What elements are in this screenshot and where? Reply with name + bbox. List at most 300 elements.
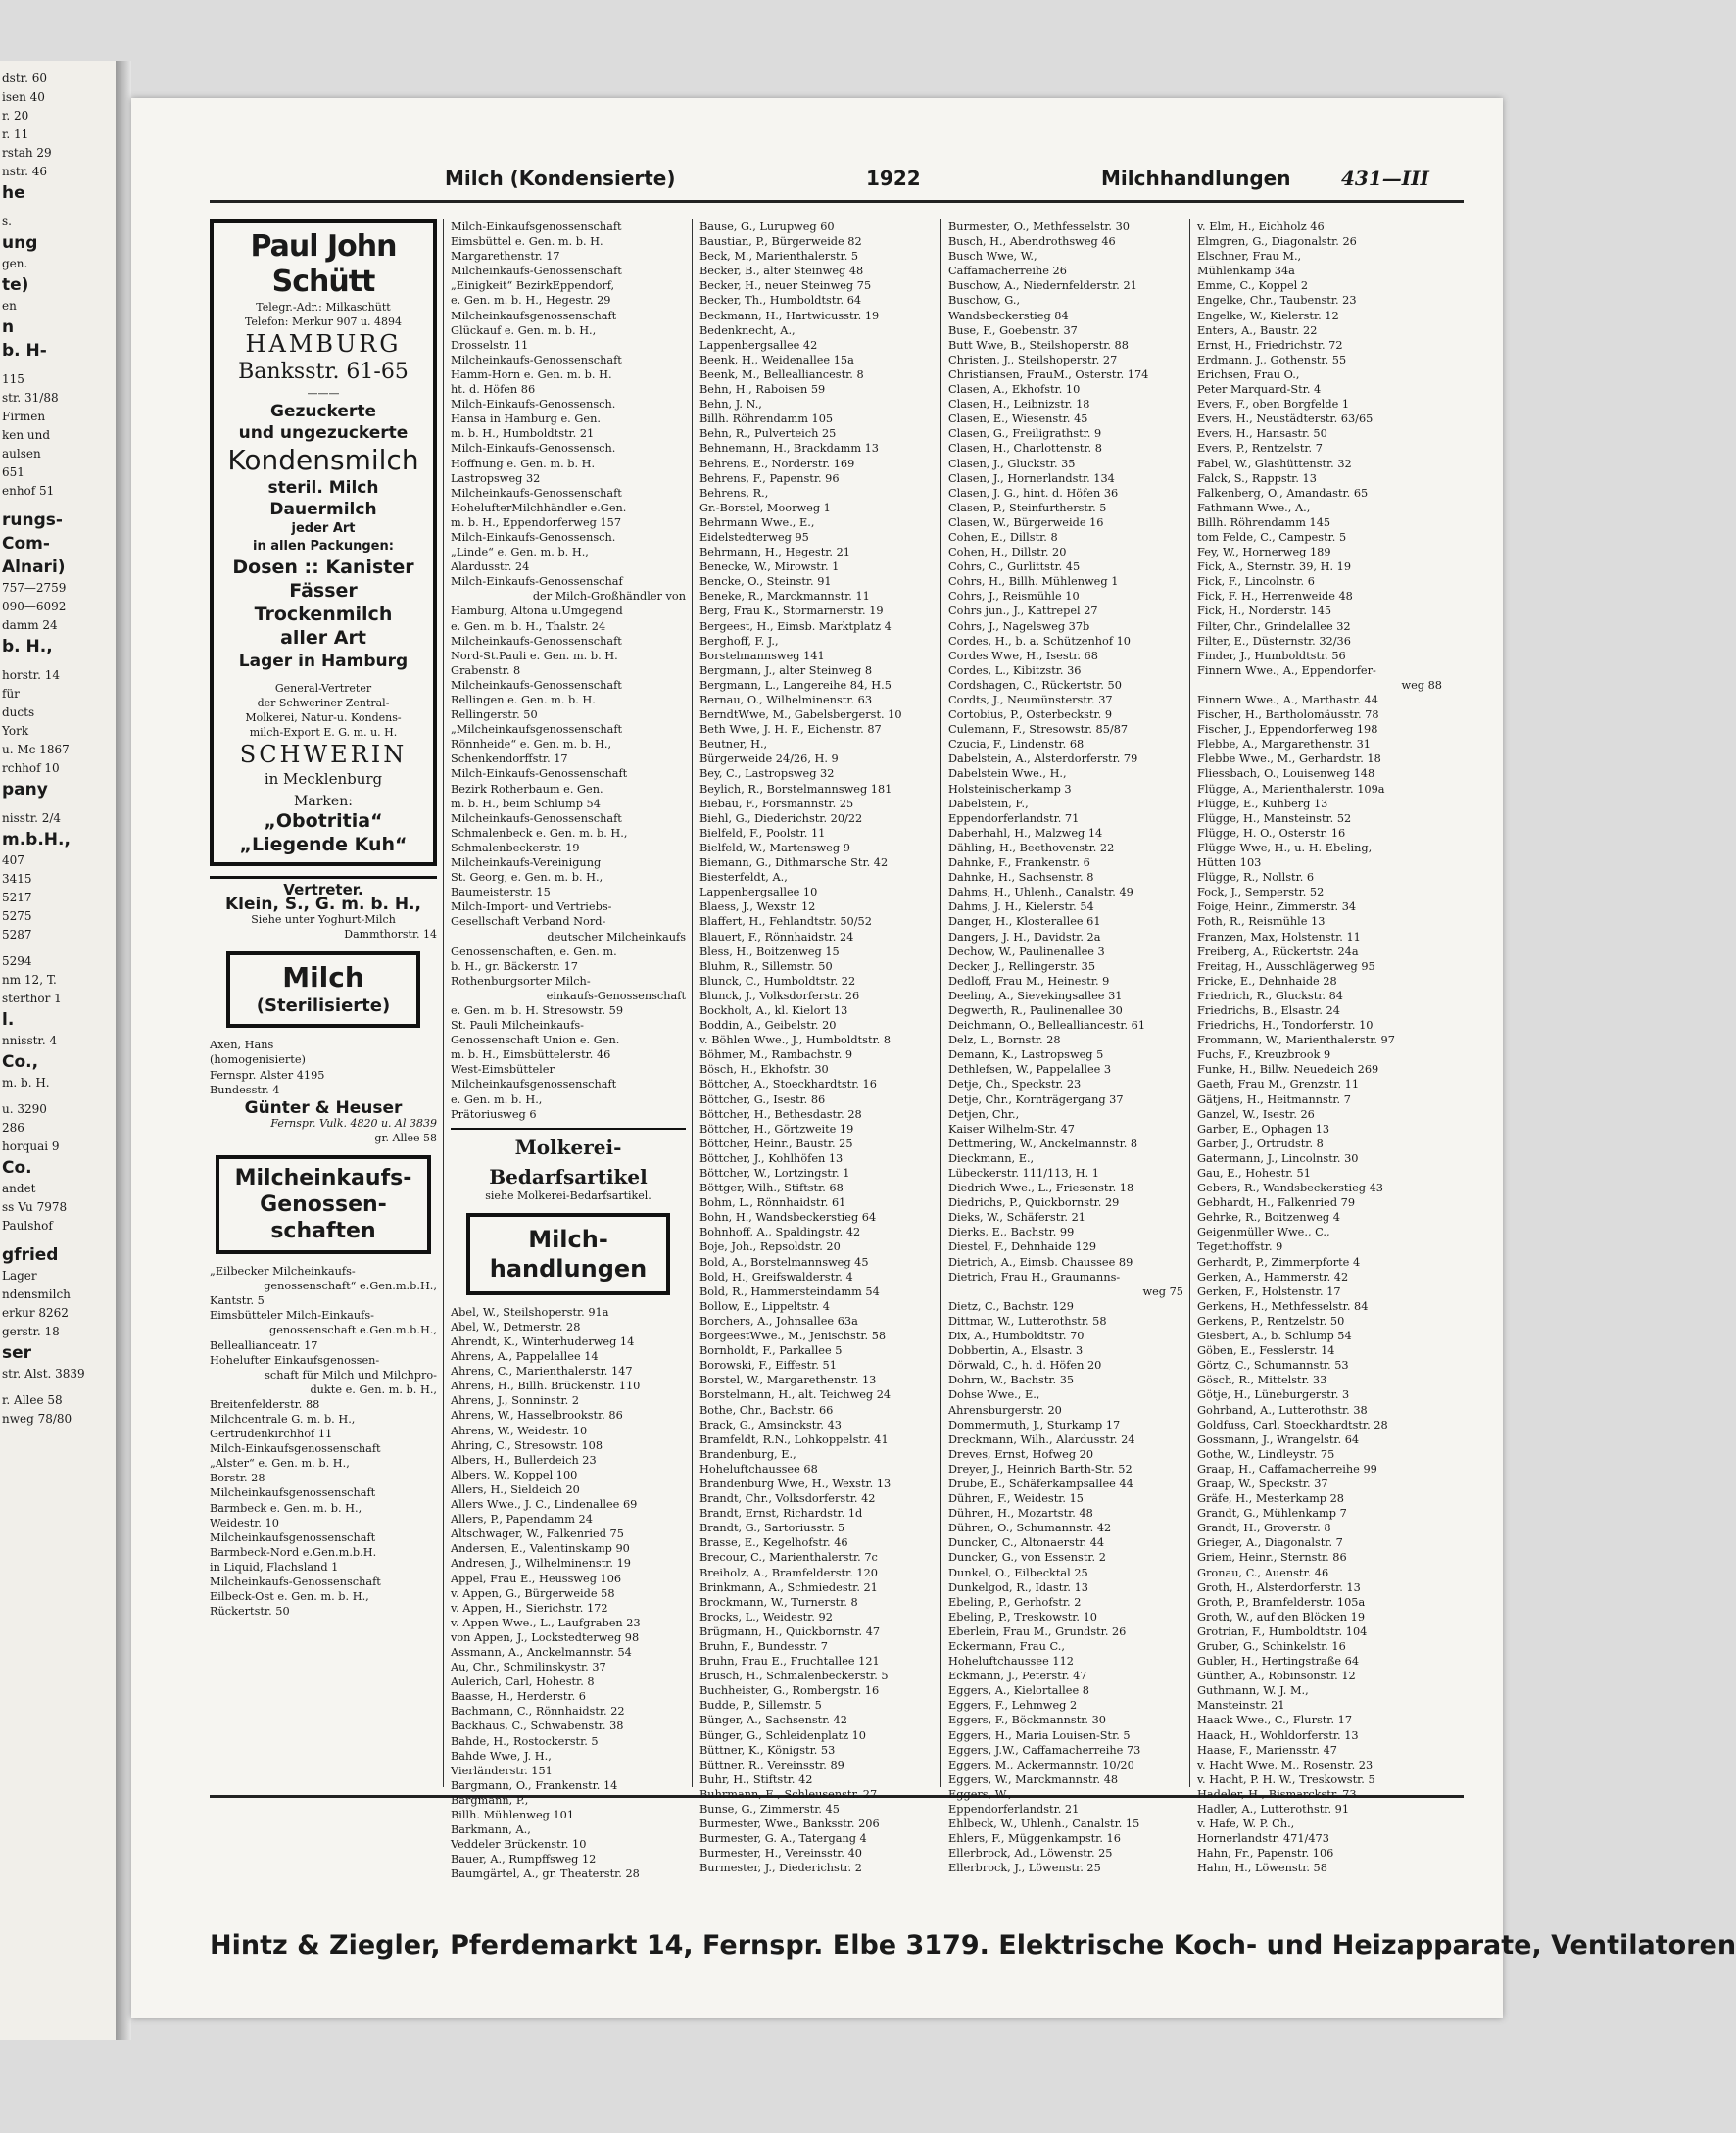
directory-entry: Dietz, C., Bachstr. 129	[948, 1299, 1074, 1313]
directory-entry: Eggers, F., Böckmannstr. 30	[948, 1714, 1106, 1727]
directory-entry: Fernspr. Alster 4195	[210, 1068, 325, 1082]
directory-entry: Fuchs, F., Kreuzbrook 9	[1197, 1048, 1331, 1062]
ad-line: in allen Packungen:	[253, 539, 394, 554]
directory-entry: Gatermann, J., Lincolnstr. 30	[1197, 1151, 1359, 1165]
directory-entry: Bauer, A., Rumpffsweg 12	[451, 1853, 597, 1866]
left-page-line: 3415	[2, 872, 32, 886]
directory-entry: Allers Wwe., J. C., Lindenallee 69	[451, 1498, 638, 1512]
directory-entry: Grandt, H., Groverstr. 8	[1197, 1522, 1331, 1535]
directory-entry: Schmalenbeckerstr. 19	[451, 841, 580, 854]
directory-entry: Dettmering, W., Anckelmannstr. 8	[948, 1137, 1138, 1150]
directory-entry: Bösch, H., Ekhofstr. 30	[699, 1063, 829, 1077]
directory-entry: Hamburg, Altona u.Umgegend	[451, 605, 623, 618]
directory-entry: Milch-Einkaufs-Genossensch.	[451, 442, 616, 456]
directory-entry: Burmester, H., Vereinsstr. 40	[699, 1847, 862, 1861]
left-page-line: en	[2, 299, 17, 313]
directory-entry: Beth Wwe, J. H. F., Eichenstr. 87	[699, 723, 882, 737]
directory-entry: Becker, Th., Humboldtstr. 64	[699, 294, 862, 308]
directory-entry: Beenk, H., Weidenallee 15a	[699, 353, 854, 366]
column-2	[451, 219, 686, 1881]
heading-milcheinkaufs-genossenschaften	[216, 1155, 431, 1254]
directory-entry: Fischer, H., Bartholomäusstr. 78	[1197, 708, 1379, 722]
left-page-line: s.	[2, 215, 12, 228]
directory-entry: Clasen, G., Freiligrathstr. 9	[948, 427, 1102, 441]
directory-entry: Biehl, G., Diederichstr. 20/22	[699, 811, 863, 825]
directory-entry: Ellerbrock, J., Löwenstr. 25	[948, 1862, 1101, 1875]
directory-entry: Engelke, W., Kielerstr. 12	[1197, 309, 1339, 322]
directory-entry: Prätoriusweg 6	[451, 1107, 537, 1121]
ad-line: Fässer	[289, 580, 358, 602]
directory-entry: Milcheinkaufsgenossenschaft	[451, 309, 617, 322]
directory-entry: Milch-Einkaufsgenossenschaft	[210, 1442, 381, 1456]
directory-entry: Fick, A., Sternstr. 39, H. 19	[1197, 560, 1352, 574]
directory-entry: Breiholz, A., Bramfelderstr. 120	[699, 1566, 878, 1579]
directory-entry: Ahrens, J., Sonninstr. 2	[451, 1394, 580, 1408]
directory-entry: Behrmann, H., Hegestr. 21	[699, 546, 850, 559]
directory-entry: Brinkmann, A., Schmiedestr. 21	[699, 1580, 878, 1594]
left-page-line: Firmen	[2, 410, 46, 423]
directory-entry: Allers, H., Sieldeich 20	[451, 1482, 580, 1496]
directory-entry: Drube, E., Schäferkampsallee 44	[948, 1477, 1133, 1490]
directory-entry: Billh. Mühlenweg 101	[451, 1809, 575, 1821]
directory-entry: Brandt, G., Sartoriusstr. 5	[699, 1522, 845, 1535]
directory-entry: Vierländerstr. 151	[451, 1764, 553, 1777]
directory-entry: Bause, G., Lurupweg 60	[699, 220, 835, 233]
directory-entry: weg 75	[1142, 1285, 1183, 1298]
directory-entry: Grieger, A., Diagonalstr. 7	[1197, 1536, 1343, 1550]
directory-entry: v. Hafe, W. P. Ch.,	[1197, 1818, 1295, 1831]
directory-entry: Eggers, F., Lehmweg 2	[948, 1699, 1078, 1713]
directory-entry: Bruhn, F., Bundesstr. 7	[699, 1640, 828, 1653]
directory-entry: Dahnke, H., Sachsenstr. 8	[948, 871, 1094, 885]
directory-entry: Buse, F., Goebenstr. 37	[948, 323, 1078, 337]
left-page-line: nstr. 46	[2, 165, 48, 178]
left-page-line: pany	[2, 780, 48, 800]
directory-entry: Finnern Wwe., A., Marthastr. 44	[1197, 694, 1378, 706]
directory-entry: Flügge, E., Kuhberg 13	[1197, 797, 1328, 810]
directory-entry: Behrens, R.,	[699, 486, 769, 500]
directory-entry: Berg, Frau K., Stormarnerstr. 19	[699, 605, 884, 618]
left-page-line: 286	[2, 1121, 24, 1135]
directory-entry: Veddeler Brückenstr. 10	[451, 1838, 587, 1852]
directory-entry: Czucia, F., Lindenstr. 68	[948, 738, 1085, 751]
left-page-line: nnisstr. 4	[2, 1034, 58, 1047]
left-page-line: b. H-	[2, 341, 47, 361]
directory-entry: Hadeler, H., Bismarckstr. 73	[1197, 1787, 1357, 1801]
directory-entry: Hansa in Hamburg e. Gen.	[451, 412, 601, 426]
directory-entry: m. b. H., Humboldtstr. 21	[451, 427, 595, 441]
ad-city: HAMBURG	[245, 330, 402, 358]
directory-entry: Christen, J., Steilshoperstr. 27	[948, 353, 1118, 366]
directory-entry: Funke, H., Billw. Neuedeich 269	[1197, 1063, 1379, 1077]
directory-entry: Blaess, J., Wexstr. 12	[699, 900, 816, 914]
directory-entry: Duncker, C., Altonaerstr. 44	[948, 1536, 1105, 1550]
directory-entry: Eckermann, Frau C.,	[948, 1640, 1065, 1653]
directory-entry: Biebau, F., Forsmannstr. 25	[699, 797, 854, 810]
directory-entry: Barkmann, A.,	[451, 1823, 531, 1837]
directory-entry: Ahrensburgerstr. 20	[948, 1403, 1062, 1417]
directory-entry: Decker, J., Rellingerstr. 35	[948, 959, 1096, 973]
directory-entry: Kaiser Wilhelm-Str. 47	[948, 1122, 1075, 1136]
left-page-line: 757—2759	[2, 581, 67, 595]
left-page-line: ung	[2, 233, 38, 253]
directory-entry: Frommann, W., Marienthalerstr. 97	[1197, 1034, 1395, 1047]
directory-entry: Evers, P., Rentzelstr. 7	[1197, 442, 1323, 456]
directory-entry: Becker, H., neuer Steinweg 75	[699, 279, 872, 293]
directory-entry: Grotrian, F., Humboldtstr. 104	[1197, 1624, 1368, 1638]
left-page-line: Co.	[2, 1158, 32, 1178]
directory-entry: Fabel, W., Glashüttenstr. 32	[1197, 457, 1352, 470]
directory-entry: Gossmann, J., Wrangelstr. 64	[1197, 1432, 1360, 1446]
directory-entry: Aulerich, Carl, Hohestr. 8	[451, 1675, 595, 1689]
directory-entry: St. Pauli Milcheinkaufs-	[451, 1019, 585, 1033]
directory-entry: Brandt, Chr., Volksdorferstr. 42	[699, 1492, 876, 1506]
directory-entry: Bothe, Chr., Bachstr. 66	[699, 1403, 834, 1417]
left-page-line: damm 24	[2, 618, 58, 632]
left-page-line: horstr. 14	[2, 668, 60, 682]
directory-entry: e. Gen. m. b. H., Hegestr. 29	[451, 294, 611, 308]
ad-line: Dauermilch	[269, 500, 377, 519]
directory-entry: Milcheinkaufs-Genossenschaft	[210, 1576, 381, 1588]
directory-entry: Gösch, R., Mittelstr. 33	[1197, 1374, 1327, 1387]
directory-entry: Foth, R., Reismühle 13	[1197, 915, 1326, 929]
ad-line: aller Art	[280, 627, 366, 649]
directory-entry: Flebbe, A., Margarethenstr. 31	[1197, 738, 1371, 751]
ad-paul-john-schuett	[210, 219, 437, 866]
ad-line: der Schweriner Zentral-	[257, 697, 390, 709]
directory-entry: Burmester, G. A., Tatergang 4	[699, 1832, 867, 1846]
directory-entry: Lübeckerstr. 111/113, H. 1	[948, 1167, 1099, 1180]
directory-entry: Gothe, W., Lindleystr. 75	[1197, 1447, 1335, 1461]
directory-entry: Fricke, E., Dehnhaide 28	[1197, 974, 1337, 988]
directory-entry: „Alster“ e. Gen. m. b. H.,	[210, 1457, 350, 1471]
directory-entry: Albers, W., Koppel 100	[451, 1468, 578, 1481]
ad-city-2: SCHWERIN	[239, 741, 408, 768]
directory-entry: Milcheinkaufs-Genossenschaft	[451, 811, 622, 825]
directory-entry: Groth, H., Alsterdorferstr. 13	[1197, 1580, 1361, 1594]
directory-entry: Hamm-Horn e. Gen. m. b. H.	[451, 367, 612, 381]
directory-entry: Baumeisterstr. 15	[451, 886, 551, 899]
directory-entry: Finnern Wwe., A., Eppendorfer-	[1197, 663, 1376, 677]
directory-entry: Budde, P., Sillemstr. 5	[699, 1699, 822, 1713]
directory-entry: Göben, E., Fesslerstr. 14	[1197, 1344, 1335, 1358]
directory-entry: Bluhm, R., Sillemstr. 50	[699, 959, 833, 973]
directory-entry: Böttcher, G., Isestr. 86	[699, 1092, 826, 1106]
left-page-line: ss Vu 7978	[2, 1200, 68, 1214]
left-page-line: horquai 9	[2, 1139, 60, 1153]
directory-entry: v. Elm, H., Eichholz 46	[1197, 220, 1325, 233]
directory-entry: Dohse Wwe., E.,	[948, 1388, 1040, 1402]
directory-entry: Milcheinkaufsgenossenschaft	[210, 1530, 376, 1544]
directory-entry: Blaffert, H., Fehlandtstr. 50/52	[699, 915, 872, 929]
directory-entry: v. Appen, H., Sierichstr. 172	[451, 1601, 608, 1615]
directory-entry: Ebeling, P., Treskowstr. 10	[948, 1610, 1097, 1624]
directory-entry: Abel, W., Steilshoperstr. 91a	[451, 1305, 609, 1319]
directory-entry: Enters, A., Baustr. 22	[1197, 323, 1318, 337]
directory-entry: Eggers, A., Kielortallee 8	[948, 1684, 1089, 1698]
left-page-line: York	[2, 724, 29, 738]
directory-entry: Bünger, A., Sachsenstr. 42	[699, 1714, 847, 1727]
directory-entry: Hohelufter Einkaufsgenossen-	[210, 1353, 380, 1367]
directory-entry: Borstelmannsweg 141	[699, 649, 825, 662]
directory-entry: Dobbertin, A., Elsastr. 3	[948, 1344, 1084, 1358]
left-page-line: r. 20	[2, 109, 29, 122]
directory-entry: Fick, H., Norderstr. 145	[1197, 605, 1332, 618]
directory-entry: Rothenburgsorter Milch-	[451, 974, 591, 988]
directory-entry: genossenschaft e.Gen.m.b.H.,	[268, 1324, 437, 1337]
directory-entry: Groth, P., Bramfelderstr. 105a	[1197, 1595, 1366, 1609]
directory-entry: Biemann, G., Dithmarsche Str. 42	[699, 856, 889, 870]
vertreter-title: Vertreter.	[283, 881, 363, 898]
left-page-line: he	[2, 183, 25, 203]
directory-entry: Ellerbrock, Ad., Löwenstr. 25	[948, 1847, 1113, 1861]
directory-entry: Bahde, H., Rostockerstr. 5	[451, 1734, 599, 1748]
left-page-line: u. 3290	[2, 1102, 47, 1116]
directory-entry: Gohrband, A., Lutterothstr. 38	[1197, 1403, 1368, 1417]
directory-entry: v. Böhlen Wwe., J., Humboldtstr. 8	[699, 1034, 892, 1047]
directory-entry: Bollow, E., Lippeltstr. 4	[699, 1299, 830, 1313]
directory-entry: Andresen, J., Wilhelminenstr. 19	[451, 1557, 631, 1571]
left-page-line: Com-	[2, 534, 50, 554]
directory-entry: Ahring, C., Stresowstr. 108	[451, 1438, 603, 1452]
column-5	[1197, 219, 1442, 1875]
directory-entry: Graap, H., Caffamacherreihe 99	[1197, 1462, 1377, 1476]
directory-entry: Genossenschaften, e. Gen. m.	[451, 945, 617, 958]
directory-entry: m. b. H., beim Schlump 54	[451, 797, 601, 810]
left-page-line: nm 12, T.	[2, 973, 57, 987]
directory-entry: Gebhardt, H., Falkenried 79	[1197, 1196, 1356, 1210]
directory-entry: Diedrichs, P., Quickbornstr. 29	[948, 1196, 1120, 1210]
directory-entry: Margarethenstr. 17	[451, 250, 560, 264]
ad-line: Trockenmilch	[254, 604, 393, 625]
ad-marken-label: Marken:	[294, 794, 353, 809]
directory-entry: ht. d. Höfen 86	[451, 383, 536, 397]
directory-entry: Beckmann, H., Hartwicusstr. 19	[699, 309, 880, 322]
header-section-right: Milchhandlungen	[1101, 167, 1291, 190]
ad-telegram: Telegr.-Adr.: Milkaschütt	[256, 301, 391, 314]
directory-entry: Gesellschaft Verband Nord-	[451, 915, 606, 929]
directory-entry: Böttger, Wilh., Stiftstr. 68	[699, 1182, 844, 1195]
directory-entry: Lastropsweg 32	[451, 471, 541, 485]
directory-entry: Böttcher, A., Stoeckhardtstr. 16	[699, 1078, 877, 1091]
directory-entry: Dedloff, Frau M., Heinestr. 9	[948, 974, 1110, 988]
directory-entry: Flügge, H. O., Osterstr. 16	[1197, 826, 1346, 840]
directory-entry: Gebers, R., Wandsbeckerstieg 43	[1197, 1182, 1383, 1195]
directory-entry: Christiansen, FrauM., Osterstr. 174	[948, 367, 1149, 381]
left-page-line: gerstr. 18	[2, 1325, 60, 1338]
directory-entry: einkaufs-Genossenschaft	[546, 989, 686, 1002]
left-page-line: n	[2, 317, 15, 337]
left-page-line: andet	[2, 1182, 36, 1195]
directory-entry: Lappenbergsallee 42	[699, 338, 818, 352]
directory-entry: Boje, Joh., Repsoldstr. 20	[699, 1240, 841, 1254]
left-page-line: Lager	[2, 1269, 37, 1283]
directory-entry: Fick, F., Lincolnstr. 6	[1197, 575, 1315, 589]
directory-entry: Flügge, A., Marienthalerstr. 109a	[1197, 782, 1385, 796]
directory-entry: Böhmer, M., Rambachstr. 9	[699, 1048, 853, 1062]
directory-entry: „Einigkeit“ BezirkEppendorf,	[451, 279, 615, 293]
directory-entry: Behn, H., Raboisen 59	[699, 383, 826, 397]
directory-entry: Fathmann Wwe., A.,	[1197, 501, 1311, 514]
directory-entry: Bünger, G., Schleidenplatz 10	[699, 1728, 866, 1742]
directory-entry: Clasen, P., Steinfurtherstr. 5	[948, 501, 1107, 514]
directory-entry: „Eilbecker Milcheinkaufs-	[210, 1265, 356, 1279]
directory-entry: Dunkelgod, R., Idastr. 13	[948, 1580, 1088, 1594]
directory-entry: Brocks, L., Weidestr. 92	[699, 1610, 833, 1624]
directory-entry: Beck, M., Marienthalerstr. 5	[699, 250, 859, 264]
directory-entry: Groth, W., auf den Blöcken 19	[1197, 1610, 1366, 1624]
directory-entry: Böttcher, H., Bethesdastr. 28	[699, 1107, 862, 1121]
left-page-line: u. Mc 1867	[2, 743, 70, 756]
directory-entry: deutscher Milcheinkaufs	[547, 930, 686, 944]
directory-entry: Dühren, O., Schumannstr. 42	[948, 1522, 1112, 1535]
directory-entry: v. Appen, G., Bürgerweide 58	[451, 1586, 615, 1600]
directory-entry: Dunkel, O., Eilbecktal 25	[948, 1566, 1088, 1579]
directory-entry: Clasen, J., Gluckstr. 35	[948, 457, 1076, 470]
directory-entry: Eggers, M., Ackermannstr. 10/20	[948, 1758, 1134, 1771]
directory-entry: Milch-Einkaufsgenossenschaft	[451, 220, 622, 233]
ad-separator: ———	[307, 387, 340, 400]
directory-entry: Diedrich Wwe., L., Friesenstr. 18	[948, 1182, 1134, 1195]
directory-entry: Axen, Hans	[210, 1039, 274, 1052]
directory-entry: Ehlbeck, W., Uhlenh., Canalstr. 15	[948, 1818, 1140, 1831]
left-page-line: für	[2, 687, 20, 701]
ad-brand-1: „Obotritia“	[264, 810, 383, 832]
ad-line: jeder Art	[291, 521, 356, 536]
directory-entry: Gerken, A., Hammerstr. 42	[1197, 1270, 1349, 1284]
directory-entry: Eppendorferlandstr. 21	[948, 1803, 1080, 1817]
directory-entry: Cohrs jun., J., Kattrepel 27	[948, 605, 1098, 618]
directory-entry: Clasen, H., Charlottenstr. 8	[948, 442, 1102, 456]
directory-entry: Dix, A., Humboldtstr. 70	[948, 1330, 1085, 1343]
directory-entry: Dabelstein, F.,	[948, 797, 1029, 810]
directory-entry: Grandt, G., Mühlenkamp 7	[1197, 1507, 1347, 1521]
directory-entry: Bruhn, Frau E., Fruchtallee 121	[699, 1655, 880, 1669]
directory-entry: Alardusstr. 24	[451, 560, 530, 574]
directory-entry: Eggers, H., Maria Louisen-Str. 5	[948, 1728, 1131, 1742]
directory-entry: Daberhahl, H., Malzweg 14	[948, 826, 1103, 840]
directory-entry: Dittmar, W., Lutterothstr. 58	[948, 1314, 1107, 1328]
directory-entry: Barmbeck e. Gen. m. b. H.,	[210, 1501, 362, 1515]
directory-entry: Bohnhoff, A., Spaldingstr. 42	[699, 1226, 861, 1239]
directory-entry: Hoheluftchaussee 112	[948, 1655, 1074, 1669]
directory-entry: Brandt, Ernst, Richardstr. 1d	[699, 1507, 863, 1521]
directory-entry: Danger, H., Klosterallee 61	[948, 915, 1101, 929]
directory-entry: Cohrs, H., Billh. Mühlenweg 1	[948, 575, 1119, 589]
header-year: 1922	[866, 167, 921, 190]
directory-entry: Gaeth, Frau M., Grenzstr. 11	[1197, 1078, 1360, 1091]
directory-entry: Cordes Wwe, H., Isestr. 68	[948, 649, 1098, 662]
directory-entry: Buhrmann, E., Schleusenstr. 27	[699, 1787, 878, 1801]
directory-entry: Gätjens, H., Heitmannstr. 7	[1197, 1092, 1351, 1106]
directory-entry: Hütten 103	[1197, 856, 1262, 870]
directory-entry: Hoheluftchaussee 68	[699, 1462, 818, 1476]
directory-entry: Dierks, E., Bachstr. 99	[948, 1226, 1075, 1239]
directory-entry: Brecour, C., Marienthalerstr. 7c	[699, 1551, 878, 1565]
directory-entry: Buschow, A., Niedernfelderstr. 21	[948, 279, 1137, 293]
directory-entry: Behn, R., Pulverteich 25	[699, 427, 837, 441]
left-page-line: 651	[2, 465, 24, 479]
directory-entry: Appel, Frau E., Heussweg 106	[451, 1572, 622, 1585]
directory-entry: Clasen, H., Leibnizstr. 18	[948, 398, 1090, 412]
directory-entry: BorgeestWwe., M., Jenischstr. 58	[699, 1330, 887, 1343]
directory-entry: Ganzel, W., Isestr. 26	[1197, 1107, 1315, 1121]
directory-entry: Friedrich, R., Gluckstr. 84	[1197, 989, 1343, 1002]
directory-entry: Eggers, W.,	[948, 1787, 1012, 1801]
guenter-phone: Fernspr. Vulk. 4820 u. Al 3839	[270, 1116, 437, 1130]
directory-entry: Brusch, H., Schmalenbeckerstr. 5	[699, 1670, 889, 1683]
directory-entry: Hadler, A., Lutterothstr. 91	[1197, 1803, 1350, 1817]
directory-entry: Cohrs, J., Reismühle 10	[948, 590, 1080, 604]
directory-entry: e. Gen. m. b. H., Thalstr. 24	[451, 619, 606, 633]
directory-entry: dukte e. Gen. m. b. H.,	[310, 1382, 437, 1396]
left-page-fragment	[0, 61, 116, 2040]
left-page-line: 407	[2, 853, 24, 867]
directory-entry: Brockmann, W., Turnerstr. 8	[699, 1595, 858, 1609]
directory-entry: Milch-Einkaufs-Genossenschaft	[451, 767, 628, 781]
directory-entry: Fischer, J., Eppendorferweg 198	[1197, 723, 1378, 737]
directory-entry: Graap, W., Speckstr. 37	[1197, 1477, 1328, 1490]
directory-entry: Milcheinkaufs-Genossenschaft	[451, 634, 622, 648]
directory-entry: Büttner, R., Vereinsstr. 89	[699, 1758, 844, 1771]
directory-entry: von Appen, J., Lockstedterweg 98	[451, 1630, 640, 1644]
left-page-line: ser	[2, 1343, 32, 1363]
directory-entry: Kantstr. 5	[210, 1294, 265, 1308]
directory-entry: Bornholdt, F., Parkallee 5	[699, 1344, 843, 1358]
molkerei-note: siehe Molkerei-Bedarfsartikel.	[485, 1188, 651, 1202]
directory-entry: Drosselstr. 11	[451, 338, 529, 352]
left-page-line: str. 31/88	[2, 391, 59, 405]
directory-entry: Guthmann, W. J. M.,	[1197, 1684, 1309, 1698]
directory-entry: Günther, A., Robinsonstr. 12	[1197, 1670, 1356, 1683]
left-page-line: Co.,	[2, 1052, 39, 1072]
directory-entry: Giesbert, A., b. Schlump 54	[1197, 1330, 1352, 1343]
directory-entry: Delz, L., Bornstr. 28	[948, 1034, 1061, 1047]
directory-entry: Benecke, W., Mirowstr. 1	[699, 560, 840, 574]
directory-entry: Dietrich, Frau H., Graumanns-	[948, 1270, 1121, 1284]
directory-entry: Cordes, L., Kibitzstr. 36	[948, 663, 1082, 677]
directory-entry: Cohen, H., Dillstr. 20	[948, 546, 1067, 559]
directory-entry: Billh. Röhrendamm 105	[699, 412, 834, 426]
directory-entry: Flügge Wwe, H., u. H. Ebeling,	[1197, 841, 1373, 854]
directory-entry: Rönnheide“ e. Gen. m. b. H.,	[451, 738, 612, 751]
directory-entry: Bey, C., Lastropsweg 32	[699, 767, 835, 781]
directory-entry: St. Georg, e. Gen. m. b. H.,	[451, 871, 603, 885]
directory-entry: Cohrs, C., Gurlittstr. 45	[948, 560, 1081, 574]
directory-entry: Breitenfelderstr. 88	[210, 1397, 320, 1411]
directory-entry: Gehrke, R., Boitzenweg 4	[1197, 1211, 1340, 1225]
directory-entry: Elmgren, G., Diagonalstr. 26	[1197, 235, 1357, 249]
directory-entry: Biesterfeldt, A.,	[699, 871, 788, 885]
directory-entry: Hoffnung e. Gen. m. b. H.	[451, 457, 596, 470]
directory-entry: Foige, Heinr., Zimmerstr. 34	[1197, 900, 1357, 914]
directory-entry: Ebeling, P., Gerhofstr. 2	[948, 1595, 1082, 1609]
directory-entry: Borstr. 28	[210, 1472, 265, 1485]
ad-line: Lager in Hamburg	[238, 652, 409, 671]
directory-entry: Eggers, W., Marckmannstr. 48	[948, 1772, 1119, 1786]
left-page-line: erkur 8262	[2, 1306, 69, 1320]
directory-entry: Bold, H., Greifswalderstr. 4	[699, 1270, 853, 1284]
directory-entry: Clasen, E., Wiesenstr. 45	[948, 412, 1088, 426]
directory-entry: Büttner, K., Königstr. 53	[699, 1743, 836, 1757]
directory-entry: Cohrs, J., Nagelsweg 37b	[948, 619, 1090, 633]
directory-entry: Dangers, J. H., Davidstr. 2a	[948, 930, 1101, 944]
directory-entry: Freitag, H., Ausschlägerweg 95	[1197, 959, 1375, 973]
left-page-line: gen.	[2, 257, 28, 270]
directory-entry: Dörwald, C., h. d. Höfen 20	[948, 1359, 1102, 1373]
directory-entry: Haack, H., Wohldorferstr. 13	[1197, 1728, 1359, 1742]
directory-entry: v. Hacht Wwe, M., Rosenstr. 23	[1197, 1758, 1374, 1771]
